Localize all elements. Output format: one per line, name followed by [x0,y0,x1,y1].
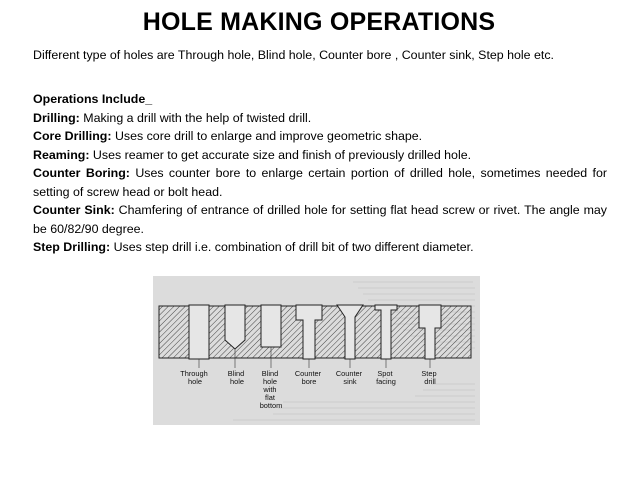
label-spot-facing: Spot facing [376,369,396,386]
label-step-drill: Step drill [421,369,437,386]
operation-term: Reaming: [33,147,90,162]
operation-core-drilling [33,127,607,146]
operation-counter-sink [33,201,607,238]
operation-term: Counter Sink: [33,203,115,217]
page-title: HOLE MAKING OPERATIONS [142,8,496,36]
operations-list [33,90,607,257]
operation-term: Core Drilling: [33,129,112,143]
blind-hole [225,305,245,349]
label-countersink: Counter sink [335,369,363,386]
operations-heading: Operations Include_ [33,92,153,106]
operation-desc: Uses core drill to enlarge and improve geometric shape. [114,129,423,143]
label-counterbore: Counter bore [294,369,322,386]
operation-drilling [33,109,607,128]
operation-step-drilling [33,238,607,257]
operation-term: Drilling: [33,110,80,125]
label-through-hole: Through hole [180,369,208,386]
operation-desc: Uses step drill i.e. combination of drill bit of two different diameter. [113,240,474,254]
label-blind-hole: Blind hole [227,369,245,386]
operation-term: Step Drilling: [33,240,111,254]
label-blind-hole-flat-bottom: Blind hole with flat bottom [259,369,283,410]
operation-reaming [33,146,607,165]
operation-desc: Chamfering of entrance of drilled hole for setting flat head screw or rivet. The angle may be 60/82/90 degree. [33,203,607,236]
operation-desc: Making a drill with the help of twisted drill. [83,110,312,125]
blind-hole-flat-bottom [261,305,281,347]
through-hole [189,305,209,359]
hole-types-figure [153,276,480,425]
operation-counter-boring [33,164,607,201]
intro-text: Different type of holes are Through hole, Blind hole, Counter bore , Counter sink, Step hole etc. [33,48,554,62]
operation-desc: Uses reamer to get accurate size and finish of previously drilled hole. [92,147,472,162]
operation-term: Counter Boring: [33,166,130,180]
operation-desc: Uses counter bore to enlarge certain portion of drilled hole, sometimes needed for setting of screw head or bolt head. [33,166,607,199]
